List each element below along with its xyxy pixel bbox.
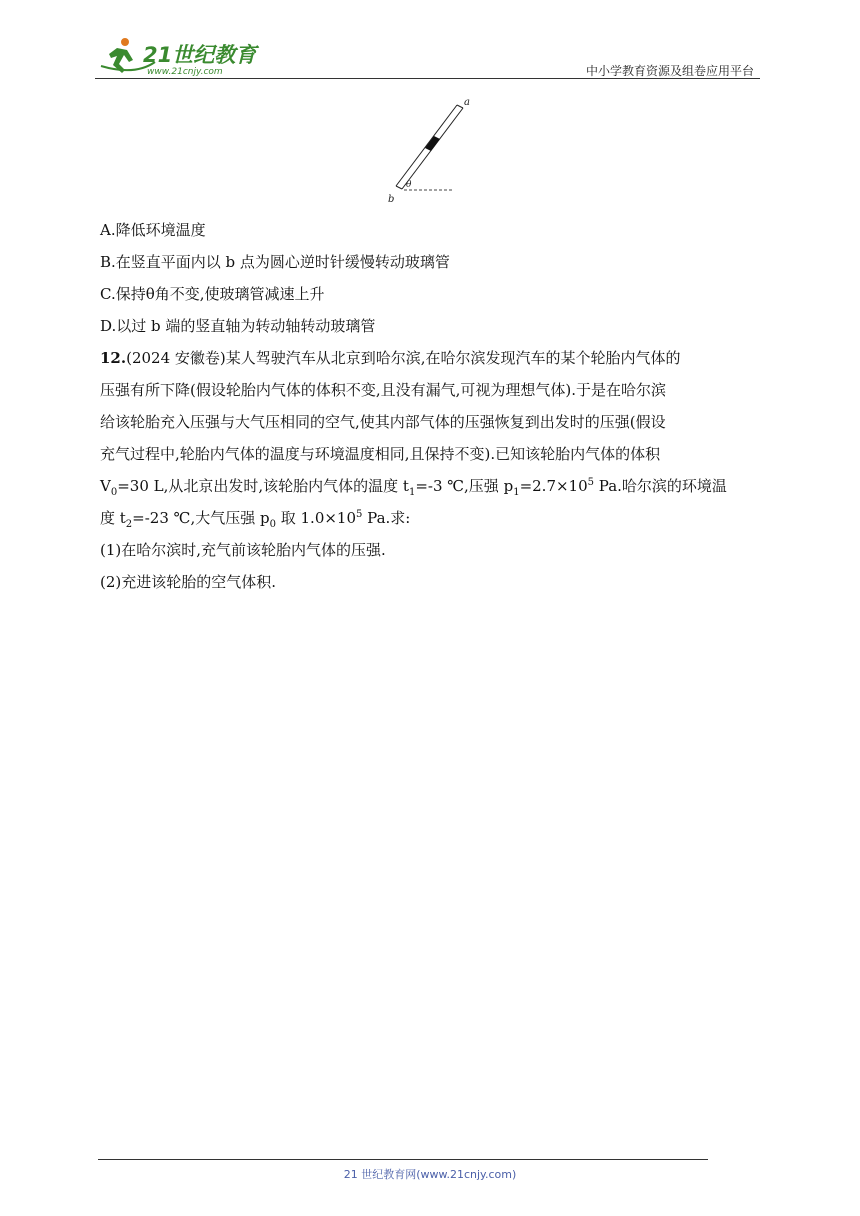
question-12-line-6: 度 $t_2=-23$ ℃,大气压强 $p_0$ 取 $1.0\times 10^5$ Pa.求: bbox=[100, 509, 411, 530]
question-12-line-4: 充气过程中,轮胎内气体的温度与环境温度相同,且保持不变).已知该轮胎内气体的体积 bbox=[100, 445, 661, 463]
logo-text: 21世纪教育 bbox=[143, 43, 257, 67]
sub-question-2: (2)充进该轮胎的空气体积. bbox=[100, 573, 277, 591]
footer-divider bbox=[98, 1159, 708, 1160]
platform-name: 中小学教育资源及组卷应用平台 bbox=[585, 64, 754, 78]
tube-end-a bbox=[457, 105, 463, 108]
question-12-line-3: 给该轮胎充入压强与大气压相同的空气,使其内部气体的压强恢复到出发时的压强(假设 bbox=[100, 413, 666, 431]
site-logo bbox=[95, 36, 265, 78]
header-divider bbox=[95, 78, 760, 79]
label-theta: θ bbox=[406, 180, 412, 190]
tilted-tube-figure bbox=[380, 96, 480, 208]
sub-question-1: (1)在哈尔滨时,充气前该轮胎内气体的压强. bbox=[100, 541, 386, 559]
option-d: D.以过 b 端的竖直轴为转动轴转动玻璃管 bbox=[100, 317, 376, 335]
question-12-line-2: 压强有所下降(假设轮胎内气体的体积不变,且没有漏气,可视为理想气体).于是在哈尔滨 bbox=[100, 381, 667, 399]
question-12-line-5: $V_0=30$ L,从北京出发时,该轮胎内气体的温度 $t_1=-3$ ℃,压强 $p_1=2.7\times 10^5$ Pa.哈尔滨的环境温 bbox=[100, 477, 727, 498]
option-c: C.保持θ角不变,使玻璃管减速上升 bbox=[100, 285, 325, 303]
question-body bbox=[100, 214, 764, 598]
footer-site-link[interactable]: 21 世纪教育网(www.21cnjy.com) bbox=[343, 1168, 517, 1181]
label-b: b bbox=[388, 194, 395, 205]
tube-wall-left bbox=[396, 105, 457, 186]
option-b: B.在竖直平面内以 b 点为圆心逆时针缓慢转动玻璃管 bbox=[100, 253, 450, 271]
option-a: A.降低环境温度 bbox=[100, 221, 206, 239]
page-header bbox=[95, 36, 760, 80]
tube-end-b bbox=[396, 186, 402, 189]
label-a: a bbox=[464, 97, 470, 108]
mercury-column bbox=[425, 136, 440, 151]
logo-url: www.21cnjy.com bbox=[147, 67, 223, 77]
question-number: 12. bbox=[100, 349, 127, 367]
question-12-line-1: 12.(2024 安徽卷)某人驾驶汽车从北京到哈尔滨,在哈尔滨发现汽车的某个轮胎内气体的 bbox=[100, 349, 681, 367]
